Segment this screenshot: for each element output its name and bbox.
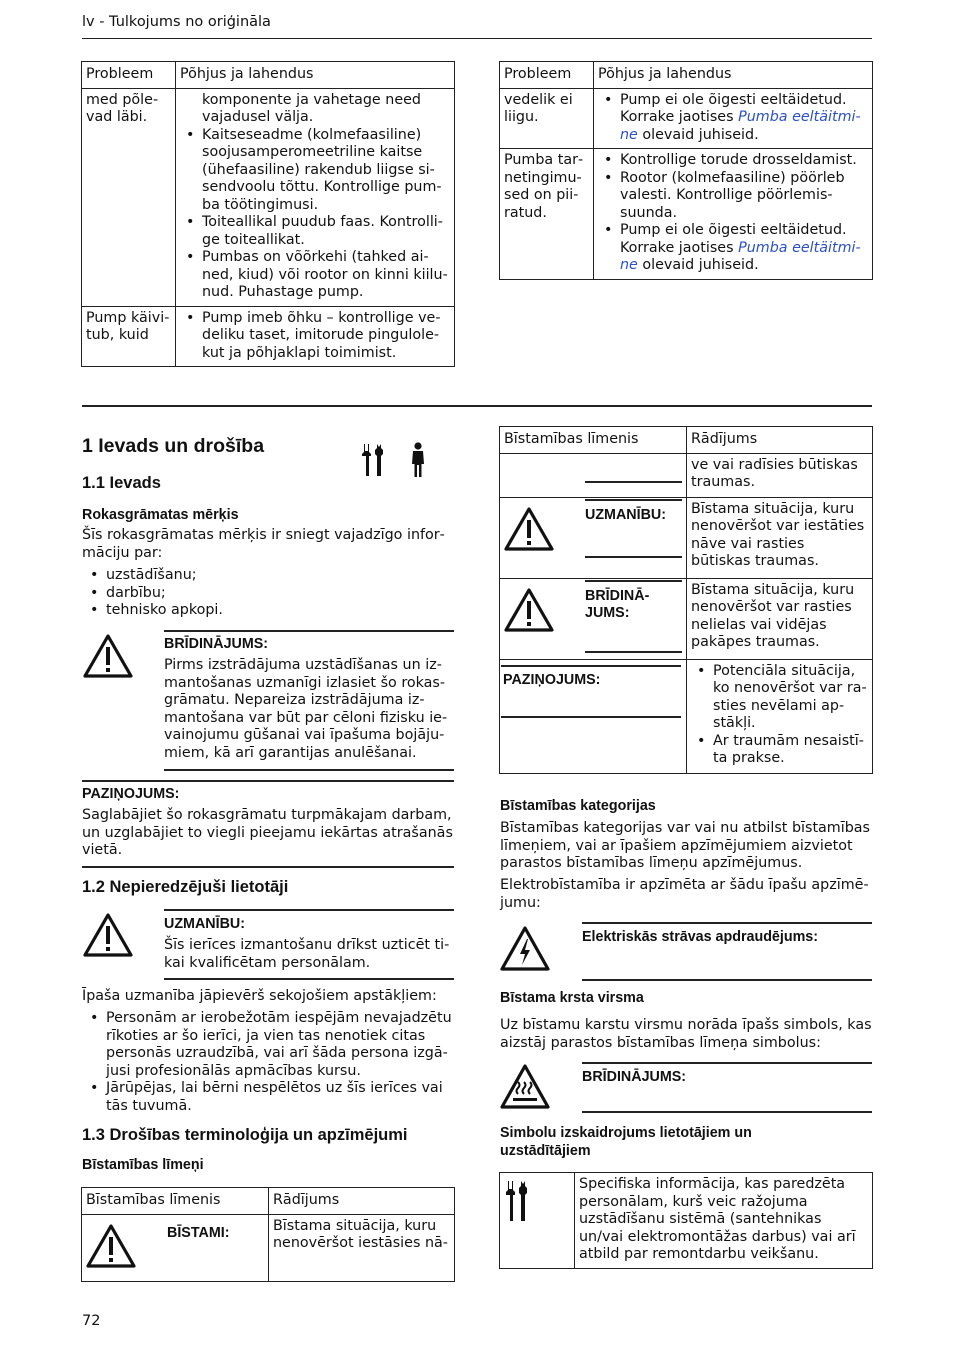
list-item: • Toiteallikal puudub faas. Kontrollige toiteallikat. xyxy=(202,214,450,249)
levels-heading: Bīstamības līmeņi xyxy=(82,1157,204,1173)
person-icon xyxy=(408,442,428,478)
problem-cell: Pumba tarnetingimused on piiratud. xyxy=(500,149,594,280)
attention-text: Īpaša uzmanība jāpievērš sekojošiem apstākļiem: xyxy=(82,988,437,1004)
col-header-meaning: Rādījums xyxy=(269,1188,455,1215)
col-header-cause: Põhjus ja lahendus xyxy=(594,62,873,89)
col-header-level: Bīstamības līmenis xyxy=(82,1188,269,1215)
col-header-level: Bīstamības līmenis xyxy=(500,427,687,454)
table-row xyxy=(500,453,873,497)
hot-rule-bottom xyxy=(582,1111,872,1113)
notice-label: PAZIŅOJUMS: xyxy=(503,671,601,688)
meaning-cell: Bīstama situācija, kuru nenovēršot iestāsies nā- xyxy=(269,1214,455,1281)
list-item: • Kaitseseadme (kolmefaasiline) soojusamperomeetriline kaitse (ühefaasiline) rakendub liigse sisendvoolu tõttu. Kontrollige pumba töötingimusi. xyxy=(202,127,450,215)
notice-rule-top xyxy=(82,780,454,782)
list-item: • uzstādīšanu; xyxy=(106,567,456,585)
signal-rule xyxy=(585,580,682,582)
caution-text: Šīs ierīces izmantošanu drīkst uzticēt tikai kvalificētam personālam. xyxy=(164,937,450,971)
purpose-text: Šīs rokasgrāmatas mērķis ir sniegt vajadzīgo informāciju par: xyxy=(82,527,445,561)
level-cell xyxy=(500,578,687,659)
electric-hazard-icon xyxy=(499,925,551,973)
meaning-cell xyxy=(687,659,873,773)
warning-triangle-icon xyxy=(82,912,134,958)
link-pump-priming[interactable]: Pumba eeltäitmine xyxy=(620,239,861,273)
trouble-table-left xyxy=(81,61,455,367)
col-header-cause: Põhjus ja lahendus xyxy=(176,62,455,89)
danger-label: BĪSTAMI: xyxy=(167,1224,230,1241)
col-header-problem: Probleem xyxy=(82,62,176,89)
warning-triangle-icon xyxy=(85,1223,137,1269)
hazard-levels-table-right xyxy=(499,426,873,774)
list-item: • Pump imeb õhku – kontrollige vedeliku taset, imitorude pingulolekut ja põhjaklapi toimimist. xyxy=(202,310,450,363)
caution-label: UZMANĪBU: xyxy=(585,506,666,523)
electric-text: Elektrobīstamība ir apzīmēta ar šādu īpašu apzīmējumu: xyxy=(500,877,869,911)
electric-label: Elektriskās strāvas apdraudējums: xyxy=(582,929,819,945)
caution-rule-top xyxy=(164,909,454,911)
meaning-cell: Bīstama situācija, kuru nenovēršot var rasties nelielas vai vidējas pakāpes traumas. xyxy=(687,578,873,659)
list-item: • Kontrollige torude drosseldamist. xyxy=(620,152,868,170)
list-item: • Pump ei ole õigesti eeltäidetud. Korrake jaotises Pumba eeltäitmine olevaid juhiseid. xyxy=(620,222,868,275)
subsection-title-1-1: 1.1 Ievads xyxy=(82,474,161,492)
caution-rule-bottom xyxy=(164,978,454,980)
cause-continued: komponente ja vahetage need vajadusel välja. xyxy=(202,91,421,125)
link-pump-priming[interactable]: Pumba eeltäitmine xyxy=(620,109,861,143)
hot-surface-heading: Bīstama krsta virsma xyxy=(500,990,644,1006)
problem-cell: Pump käivitub, kuid xyxy=(82,306,176,367)
cause-cell xyxy=(176,88,455,306)
table-row xyxy=(500,1173,873,1269)
list-item: • Rootor (kolmefaasiline) pöörleb valesti. Kontrollige pöörlemissuunda. xyxy=(620,170,868,223)
trouble-table-right xyxy=(499,61,873,280)
problem-cell: med põlevad läbi. xyxy=(82,88,176,306)
header-rule xyxy=(82,38,872,39)
problem-cell: vedelik ei liigu. xyxy=(500,88,594,149)
purpose-list xyxy=(84,567,456,620)
list-item: • Pump ei ole õigesti eeltäidetud. Korrake jaotises Pumba eeltäitmine olevaid juhiseid. xyxy=(620,92,868,145)
tool-icon xyxy=(360,442,386,478)
meaning-cell: Bīstama situācija, kuru nenovēršot var iestāties nāve vai rasties būtiskas traumas. xyxy=(687,497,873,578)
categories-heading: Bīstamības kategorijas xyxy=(500,798,656,814)
list-item: • tehnisko apkopi. xyxy=(106,602,456,620)
signal-rule xyxy=(585,556,682,558)
section-title: 1 Ievads un drošība xyxy=(82,435,265,457)
table-row xyxy=(82,88,455,306)
electric-rule-top xyxy=(582,922,872,924)
hot-rule-top xyxy=(582,1062,872,1064)
section-rule xyxy=(82,405,872,407)
symbols-table xyxy=(499,1172,873,1269)
categories-text: Bīstamības kategorijas var vai nu atbilst bīstamības līmeņiem, vai ar īpašiem apzīmējumiem aizvietot parastos bīstamības līmeņu apzīmējumus. xyxy=(500,820,870,871)
page-header: lv - Tulkojums no oriģināla xyxy=(82,14,271,30)
signal-rule xyxy=(585,651,682,653)
symbol-cell xyxy=(500,1173,575,1269)
warning-triangle-icon xyxy=(503,587,555,633)
table-row xyxy=(82,1214,455,1281)
tool-icon xyxy=(504,1179,530,1223)
warning-label: BRĪDINĀJUMS: xyxy=(585,587,650,621)
hot-surface-text: Uz bīstamu karstu virsmu norāda īpašs simbols, kas aizstāj parastos bīstamības līmeņa simbolus: xyxy=(500,1017,872,1051)
list-item: • Ar traumām nesaistīta prakse. xyxy=(713,733,868,768)
cause-cell xyxy=(176,306,455,367)
signal-rule xyxy=(501,716,681,718)
hazard-levels-table-left xyxy=(81,1187,455,1282)
warning-label: BRĪDINĀJUMS: xyxy=(164,636,269,652)
hot-label: BRĪDINĀJUMS: xyxy=(582,1069,687,1085)
warning-text: Pirms izstrādājuma uzstādīšanas un izmantošanas uzmanīgi izlasiet šo rokasgrāmatu. Nepareiza izstrādājuma izmantošana var būt par cēloni fizisku ievainojumu gūšanai vai īpašuma bojājumiem, kā arī garantijas anulēšanai. xyxy=(164,657,448,761)
meaning-cell: ve vai radīsies būtiskas traumas. xyxy=(687,453,873,497)
level-cell xyxy=(500,659,687,773)
list-item: • Jārūpējas, lai bērni nespēlētos uz šīs ierīces vai tās tuvumā. xyxy=(106,1080,456,1115)
electric-rule-bottom xyxy=(582,979,872,981)
warning-rule-top xyxy=(164,630,454,632)
table-row xyxy=(500,149,873,280)
table-row xyxy=(500,497,873,578)
subsection-title-1-2: 1.2 Nepieredzējuši lietotāji xyxy=(82,878,289,896)
table-row xyxy=(500,659,873,773)
list-item: • Personām ar ierobežotām iespējām nevajadzētu rīkoties ar šo ierīci, ja vien tas nenotiek citas personās uzraudzībā, vai arī šāda persona izgājusi profesionālās apmācības kursu. xyxy=(106,1010,456,1080)
hot-surface-icon xyxy=(499,1063,551,1111)
symbol-description: Specifiska informācija, kas paredzēta personālam, kurš veic ražojuma uzstādīšanu sistēmā (santehnikas un/vai elektromontāžas darbus) vai arī atbild par remontdarbu veikšanu. xyxy=(575,1173,873,1269)
level-cell xyxy=(500,453,687,497)
caution-label: UZMANĪBU: xyxy=(164,916,245,932)
warning-triangle-icon xyxy=(82,633,134,679)
table-row xyxy=(82,306,455,367)
signal-rule xyxy=(585,499,682,501)
page-number: 72 xyxy=(82,1313,101,1329)
subsection-title-1-3: 1.3 Drošības terminoloģija un apzīmējumi xyxy=(82,1126,408,1144)
warning-triangle-icon xyxy=(503,506,555,552)
list-item: • darbību; xyxy=(106,585,456,603)
cause-cell xyxy=(594,88,873,149)
level-cell xyxy=(500,497,687,578)
level-cell xyxy=(82,1214,269,1281)
list-item: • Potenciāla situācija, ko nenovēršot var rasties nevēlami apstākļi. xyxy=(713,663,868,733)
col-header-meaning: Rādījums xyxy=(687,427,873,454)
symbols-heading: Simbolu izskaidrojums lietotājiem un uzstādītājiem xyxy=(500,1125,752,1159)
warning-rule-bottom xyxy=(164,769,454,771)
notice-rule-bottom xyxy=(82,866,454,868)
list-item: • Pumbas on võõrkehi (tahked ained, kiud) või rootor on kinni kiilunud. Puhastage pump. xyxy=(202,249,450,302)
table-row xyxy=(500,88,873,149)
purpose-heading: Rokasgrāmatas mērķis xyxy=(82,507,239,523)
cause-cell xyxy=(594,149,873,280)
notice-label: PAZIŅOJUMS: xyxy=(82,786,180,802)
signal-rule xyxy=(501,665,681,667)
table-row xyxy=(500,578,873,659)
signal-rule xyxy=(585,481,682,483)
col-header-problem: Probleem xyxy=(500,62,594,89)
notice-text: Saglabājiet šo rokasgrāmatu turpmākajam darbam, un uzglabājiet to viegli pieejamu iekārtas atrašanās vietā. xyxy=(82,807,453,858)
attention-list xyxy=(84,1010,456,1115)
